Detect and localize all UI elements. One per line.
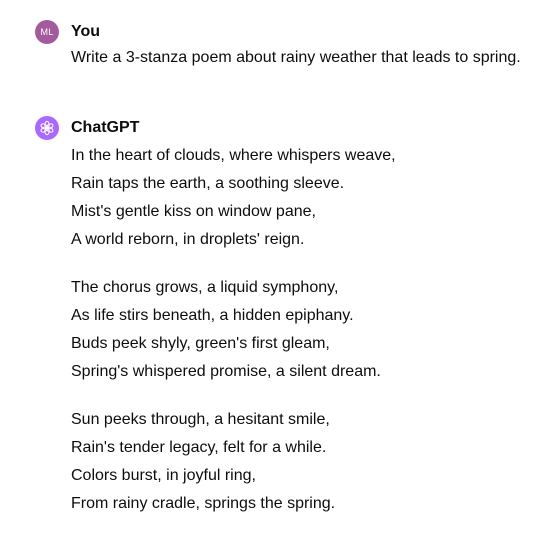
poem-line: Rain taps the earth, a soothing sleeve.	[71, 175, 345, 192]
poem-line: Sun peeks through, a hesitant smile,	[71, 411, 330, 428]
assistant-name: ChatGPT	[71, 119, 140, 136]
poem-line: From rainy cradle, springs the spring.	[71, 495, 336, 512]
poem-line: A world reborn, in droplets' reign.	[71, 231, 305, 248]
user-prompt: Write a 3-stanza poem about rainy weather that leads to spring.	[71, 49, 521, 66]
poem-line: Colors burst, in joyful ring,	[71, 467, 256, 484]
poem-stanza-2	[71, 274, 396, 386]
poem-stanza-3	[71, 406, 396, 518]
poem-stanza-1	[71, 142, 396, 254]
openai-logo-icon	[39, 120, 55, 136]
poem-line: Rain's tender legacy, felt for a while.	[71, 439, 327, 456]
assistant-poem	[71, 142, 396, 538]
poem-line: Mist's gentle kiss on window pane,	[71, 203, 316, 220]
poem-line: Buds peek shyly, green's first gleam,	[71, 335, 330, 352]
poem-line: As life stirs beneath, a hidden epiphany.	[71, 307, 354, 324]
user-initials: ML	[40, 27, 54, 37]
user-avatar	[35, 20, 59, 44]
user-name: You	[71, 23, 101, 40]
poem-line: Spring's whispered promise, a silent dream.	[71, 363, 381, 380]
poem-line: The chorus grows, a liquid symphony,	[71, 279, 339, 296]
poem-line: In the heart of clouds, where whispers weave,	[71, 147, 396, 164]
assistant-avatar	[35, 116, 59, 140]
user-message-text	[71, 44, 521, 72]
